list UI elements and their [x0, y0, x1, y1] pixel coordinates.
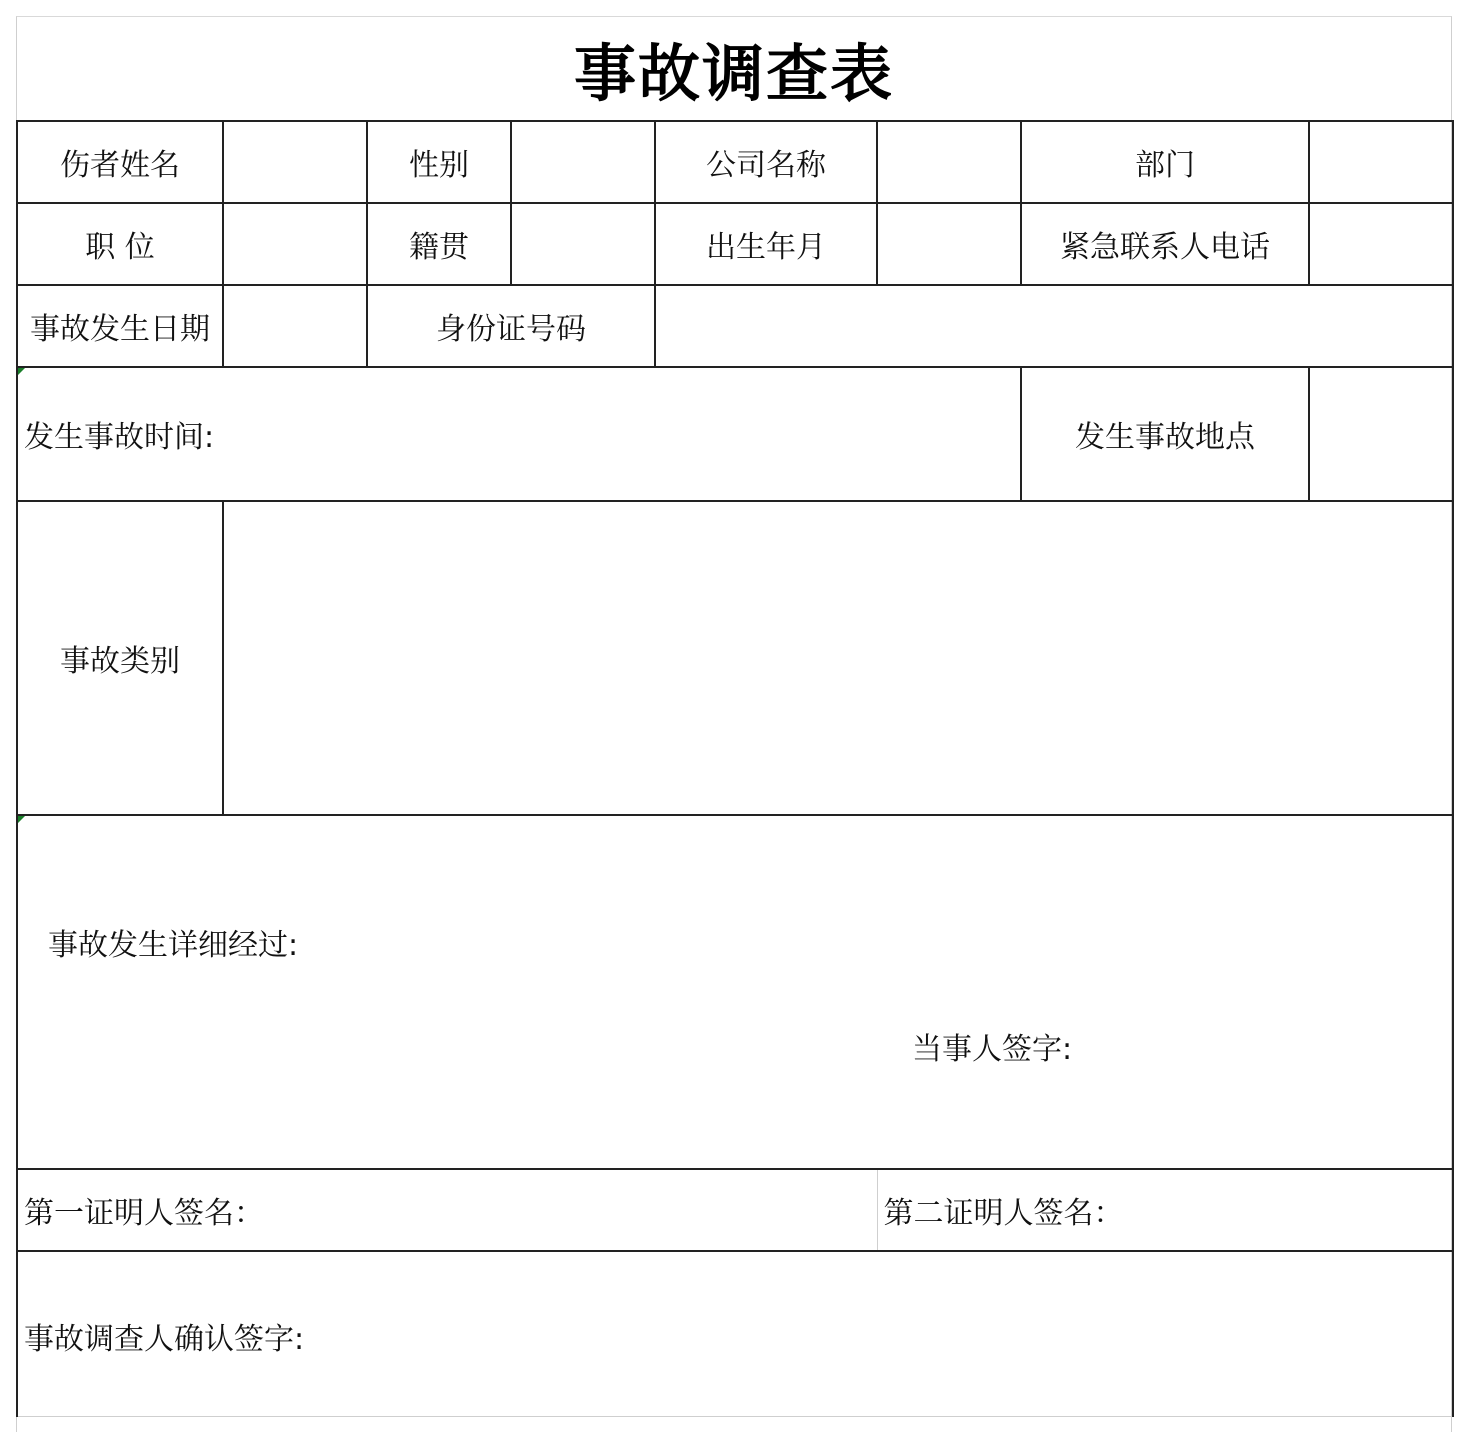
accident-details-cell[interactable]: [17, 815, 1453, 1169]
row-basic-info-1: [17, 121, 1453, 203]
comment-marker-icon: [18, 368, 25, 375]
department-label: 部门: [1021, 121, 1309, 203]
accident-investigation-table: [16, 120, 1454, 1417]
investigator-signature-cell[interactable]: [17, 1251, 1453, 1417]
id-number-field[interactable]: [655, 285, 1453, 367]
birth-date-field[interactable]: [877, 203, 1021, 285]
row-details: [17, 815, 1453, 1169]
accident-category-field[interactable]: [223, 501, 1453, 815]
company-name-field[interactable]: [877, 121, 1021, 203]
title-cell[interactable]: [16, 16, 1452, 120]
gender-label: 性别: [367, 121, 511, 203]
row-category: [17, 501, 1453, 815]
first-witness-signature-label: 第一证明人签名：: [24, 1196, 264, 1231]
injured-name-field[interactable]: [223, 121, 367, 203]
second-witness-signature-label: 第二证明人签名：: [883, 1196, 1124, 1231]
native-place-label: 籍贯: [367, 203, 511, 285]
department-field[interactable]: [1309, 121, 1453, 203]
emergency-contact-phone-label: 紧急联系人电话: [1021, 203, 1309, 285]
accident-details-label: 事故发生详细经过:: [48, 928, 299, 963]
birth-date-label: 出生年月: [655, 203, 877, 285]
native-place-field[interactable]: [511, 203, 655, 285]
injured-name-label: 伤者姓名: [17, 121, 223, 203]
company-name-label: 公司名称: [655, 121, 877, 203]
accident-date-label: 事故发生日期: [17, 285, 223, 367]
id-number-label: 身份证号码: [367, 285, 655, 367]
position-field[interactable]: [223, 203, 367, 285]
party-signature-label: 当事人签字:: [912, 1032, 1073, 1067]
row-basic-info-2: [17, 203, 1453, 285]
row-investigator: [17, 1251, 1453, 1417]
gender-field[interactable]: [511, 121, 655, 203]
accident-category-label: 事故类别: [17, 501, 223, 815]
accident-location-label: 发生事故地点: [1021, 367, 1309, 501]
second-witness-signature-cell[interactable]: [877, 1169, 1453, 1251]
row-witnesses: [17, 1169, 1453, 1251]
accident-location-field[interactable]: [1309, 367, 1453, 501]
emergency-contact-phone-field[interactable]: [1309, 203, 1453, 285]
investigator-signature-label: 事故调查人确认签字:: [24, 1322, 305, 1357]
accident-time-label: 发生事故时间:: [24, 420, 215, 455]
row-time-location: [17, 367, 1453, 501]
accident-time-cell[interactable]: [17, 367, 1021, 501]
accident-date-field[interactable]: [223, 285, 367, 367]
page-title: 事故调查表: [573, 36, 894, 110]
first-witness-signature-cell[interactable]: [17, 1169, 877, 1251]
position-label: 职 位: [17, 203, 223, 285]
comment-marker-icon: [18, 816, 25, 823]
row-date-id: [17, 285, 1453, 367]
